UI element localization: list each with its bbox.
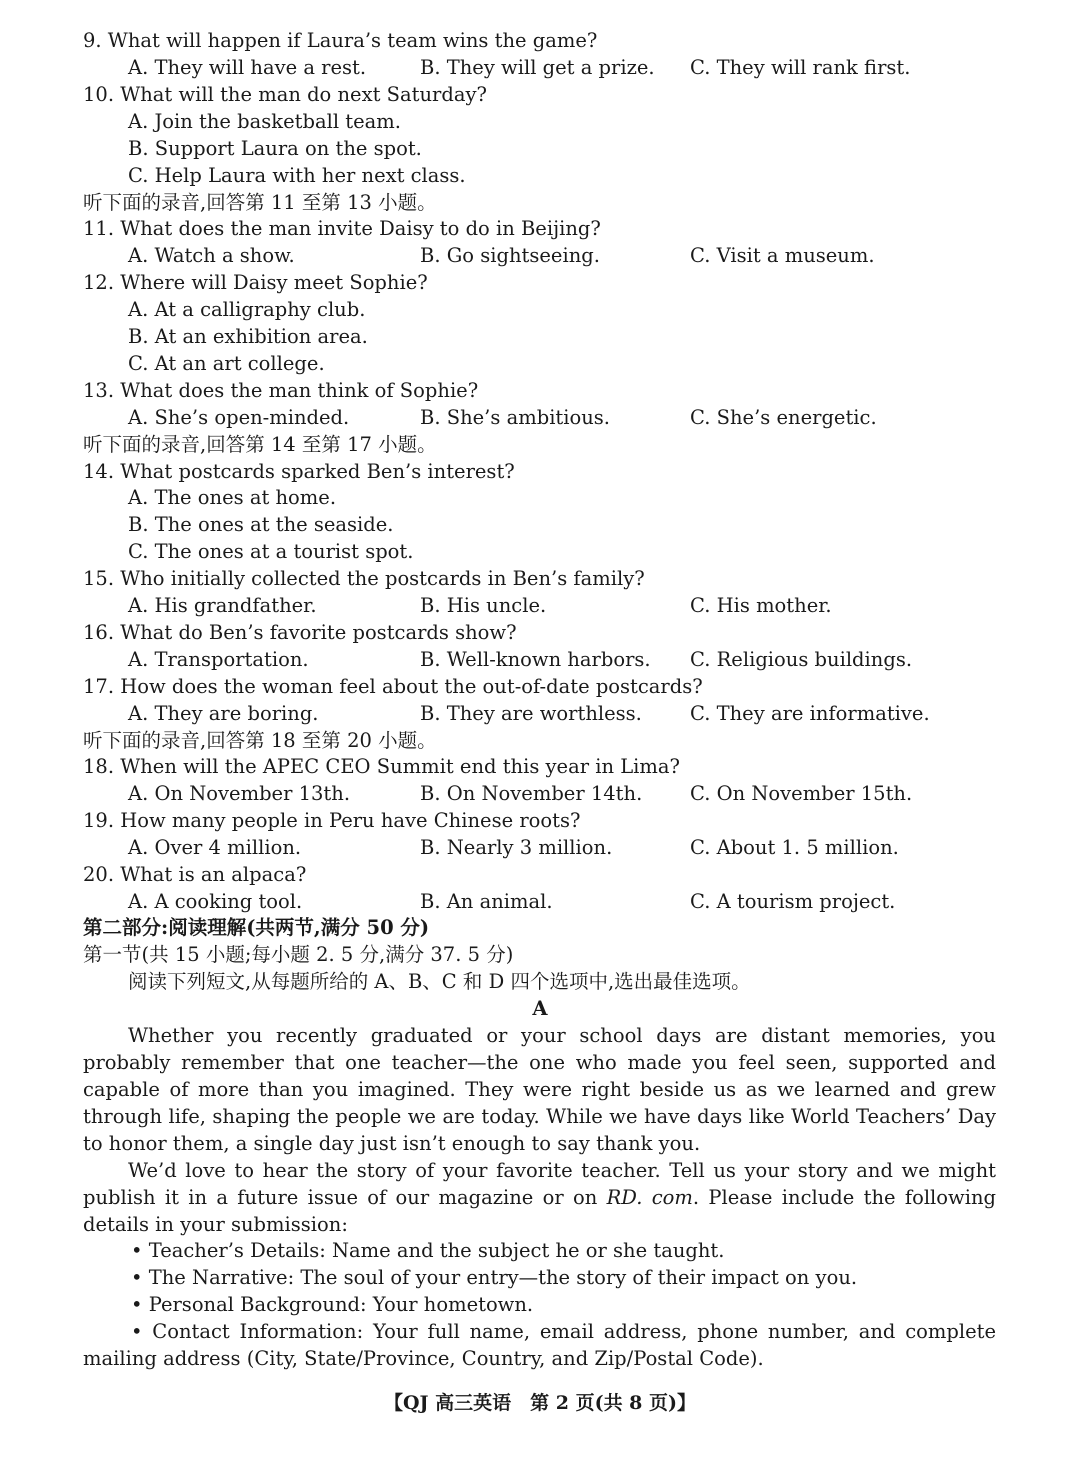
page-footer: 【QJ 高三英语 第 2 页(共 8 页)】: [383, 1392, 697, 1414]
option-12c: C. At an art college.: [128, 352, 325, 375]
question-19: 19. How many people in Peru have Chinese roots?: [83, 809, 581, 832]
option-10c: C. Help Laura with her next class.: [128, 164, 466, 187]
option-12b: B. At an exhibition area.: [128, 325, 368, 348]
question-13: 13. What does the man think of Sophie?: [83, 379, 479, 402]
detail-teacher: • Teacher’s Details: Name and the subject he or she taught.: [131, 1239, 725, 1262]
passage-paragraph-1: [83, 1022, 996, 1157]
question-12: 12. Where will Daisy meet Sophie?: [83, 271, 428, 294]
option-14c: C. The ones at a tourist spot.: [128, 540, 414, 563]
option-11b: B. Go sightseeing.: [420, 244, 600, 267]
paragraph-1-text: Whether you recently graduated or your school days are distant memories, you probably remember that one teacher—the one who made you feel seen, supported and capable of more than you imagined. They were right beside us as we learned and grew through life, shaping the people we are today. While we have days like World Teachers’ Day to honor them, a single day just isn’t enough to say thank you.: [83, 1024, 996, 1155]
passage-paragraph-2: [83, 1157, 996, 1238]
option-12a: A. At a calligraphy club.: [128, 298, 366, 321]
detail-narrative: • The Narrative: The soul of your entry—the story of their impact on you.: [131, 1266, 858, 1289]
instruction-18-20: 听下面的录音,回答第 18 至第 20 小题。: [83, 729, 437, 752]
option-10b: B. Support Laura on the spot.: [128, 137, 422, 160]
option-19c: C. About 1. 5 million.: [690, 836, 899, 859]
option-9b: B. They will get a prize.: [420, 56, 655, 79]
option-14a: A. The ones at home.: [128, 486, 337, 509]
option-19b: B. Nearly 3 million.: [420, 836, 613, 859]
option-11a: A. Watch a show.: [128, 244, 295, 267]
option-17c: C. They are informative.: [690, 702, 930, 725]
detail-contact-text: • Contact Information: Your full name, email address, phone number, and complete mailing address (City, State/Province, Country, and Zip/Postal Code).: [83, 1320, 996, 1370]
option-16c: C. Religious buildings.: [690, 648, 913, 671]
option-16b: B. Well-known harbors.: [420, 648, 651, 671]
option-15c: C. His mother.: [690, 594, 832, 617]
question-16: 16. What do Ben’s favorite postcards show?: [83, 621, 517, 644]
question-14: 14. What postcards sparked Ben’s interest?: [83, 460, 515, 483]
question-11: 11. What does the man invite Daisy to do in Beijing?: [83, 217, 601, 240]
option-18a: A. On November 13th.: [128, 782, 351, 805]
option-15a: A. His grandfather.: [128, 594, 317, 617]
option-9a: A. They will have a rest.: [128, 56, 367, 79]
option-11c: C. Visit a museum.: [690, 244, 875, 267]
question-17: 17. How does the woman feel about the out-of-date postcards?: [83, 675, 703, 698]
reading-direction: 阅读下列短文,从每题所给的 A、B、C 和 D 四个选项中,选出最佳选项。: [128, 970, 751, 993]
instruction-11-13: 听下面的录音,回答第 11 至第 13 小题。: [83, 191, 437, 214]
part2-title: 第二部分:阅读理解(共两节,满分 50 分): [83, 916, 430, 939]
question-15: 15. Who initially collected the postcards in Ben’s family?: [83, 567, 645, 590]
paragraph-2-text-a: We’d love to hear the story of your favorite teacher. Tell us your story and we might publish it in a future issue of our magazine or on: [83, 1159, 996, 1209]
option-14b: B. The ones at the seaside.: [128, 513, 394, 536]
paragraph-2-text-b: . Please include the following details in your submission:: [83, 1186, 996, 1236]
option-18b: B. On November 14th.: [420, 782, 643, 805]
option-13c: C. She’s energetic.: [690, 406, 877, 429]
section1-heading: 第一节(共 15 小题;每小题 2. 5 分,满分 37. 5 分): [83, 943, 514, 966]
question-20: 20. What is an alpaca?: [83, 863, 307, 886]
question-9: 9. What will happen if Laura’s team wins the game?: [83, 29, 598, 52]
option-20b: B. An animal.: [420, 890, 553, 913]
option-15b: B. His uncle.: [420, 594, 547, 617]
instruction-14-17: 听下面的录音,回答第 14 至第 17 小题。: [83, 433, 437, 456]
option-17a: A. They are boring.: [128, 702, 319, 725]
detail-contact: [83, 1318, 996, 1372]
option-18c: C. On November 15th.: [690, 782, 913, 805]
option-19a: A. Over 4 million.: [128, 836, 302, 859]
option-10a: A. Join the basketball team.: [128, 110, 401, 133]
passage-label: A: [532, 997, 548, 1020]
option-17b: B. They are worthless.: [420, 702, 642, 725]
option-16a: A. Transportation.: [128, 648, 309, 671]
option-13a: A. She’s open-minded.: [128, 406, 350, 429]
question-18: 18. When will the APEC CEO Summit end this year in Lima?: [83, 755, 680, 778]
detail-background: • Personal Background: Your hometown.: [131, 1293, 534, 1316]
option-20a: A. A cooking tool.: [128, 890, 303, 913]
question-10: 10. What will the man do next Saturday?: [83, 83, 487, 106]
option-9c: C. They will rank first.: [690, 56, 911, 79]
option-20c: C. A tourism project.: [690, 890, 896, 913]
rd-com-site: RD. com: [606, 1186, 693, 1209]
option-13b: B. She’s ambitious.: [420, 406, 611, 429]
